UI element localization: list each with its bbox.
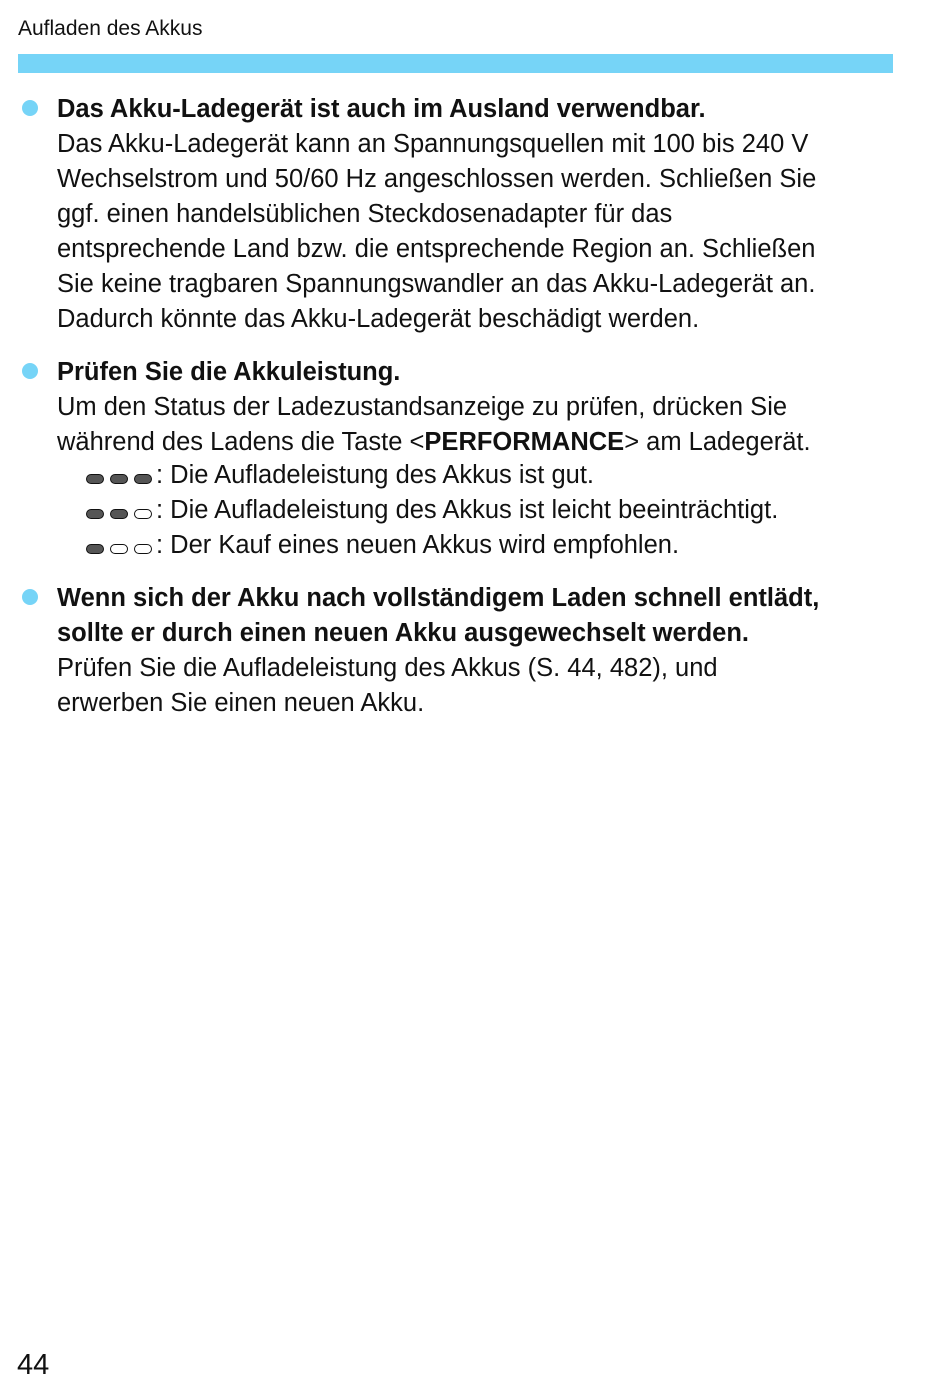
lamp-lit-icon xyxy=(86,544,104,554)
bullet-icon xyxy=(22,100,38,116)
body-line: Um den Status der Ladezustandsanzeige zu prüfen, drücken Sie xyxy=(57,393,788,421)
text-segment: während des Ladens die Taste < xyxy=(57,428,425,456)
body-line xyxy=(57,425,811,460)
section-heading: Wenn sich der Akku nach vollständigem Laden schnell entlädt, xyxy=(57,584,820,612)
lamp-lit-icon xyxy=(110,474,128,484)
lamp-lit-icon xyxy=(134,474,152,484)
section-heading: sollte er durch einen neuen Akku ausgewechselt werden. xyxy=(57,619,750,647)
charge-lamps-icon xyxy=(86,528,152,563)
charge-lamps-icon xyxy=(86,458,152,493)
bullet-icon xyxy=(22,589,38,605)
lamp-unlit-icon xyxy=(134,509,152,519)
status-row-slightly-reduced xyxy=(86,493,778,528)
page-number: 44 xyxy=(17,1349,50,1381)
body-line: ggf. einen handelsüblichen Steckdosenadapter für das xyxy=(57,200,673,228)
header-bar xyxy=(18,54,893,73)
status-text: : Die Aufladeleistung des Akkus ist gut. xyxy=(156,461,595,489)
status-row-replace xyxy=(86,528,679,563)
lamp-unlit-icon xyxy=(110,544,128,554)
bullet-icon xyxy=(22,363,38,379)
charge-lamps-icon xyxy=(86,493,152,528)
body-line: Wechselstrom und 50/60 Hz angeschlossen werden. Schließen Sie xyxy=(57,165,817,193)
body-line: Dadurch könnte das Akku-Ladegerät beschädigt werden. xyxy=(57,305,700,333)
performance-button-label: PERFORMANCE xyxy=(424,428,625,456)
body-line: entsprechende Land bzw. die entsprechende Region an. Schließen xyxy=(57,235,816,263)
page-reference-text: Prüfen Sie die Aufladeleistung des Akkus (S. 44, 482), und xyxy=(57,654,718,682)
status-row-good xyxy=(86,458,594,493)
status-text: : Der Kauf eines neuen Akkus wird empfohlen. xyxy=(156,531,680,559)
lamp-lit-icon xyxy=(86,474,104,484)
section-heading: Das Akku-Ladegerät ist auch im Ausland verwendbar. xyxy=(57,95,706,123)
body-line: Das Akku-Ladegerät kann an Spannungsquellen mit 100 bis 240 V xyxy=(57,130,809,158)
running-header: Aufladen des Akkus xyxy=(18,17,203,40)
text-segment: > am Ladegerät. xyxy=(624,428,811,456)
body-line xyxy=(57,651,718,686)
body-line: erwerben Sie einen neuen Akku. xyxy=(57,689,425,717)
section-heading: Prüfen Sie die Akkuleistung. xyxy=(57,358,401,386)
status-text: : Die Aufladeleistung des Akkus ist leicht beeinträchtigt. xyxy=(156,496,779,524)
lamp-lit-icon xyxy=(86,509,104,519)
lamp-lit-icon xyxy=(110,509,128,519)
lamp-unlit-icon xyxy=(134,544,152,554)
body-line: Sie keine tragbaren Spannungswandler an das Akku-Ladegerät an. xyxy=(57,270,816,298)
